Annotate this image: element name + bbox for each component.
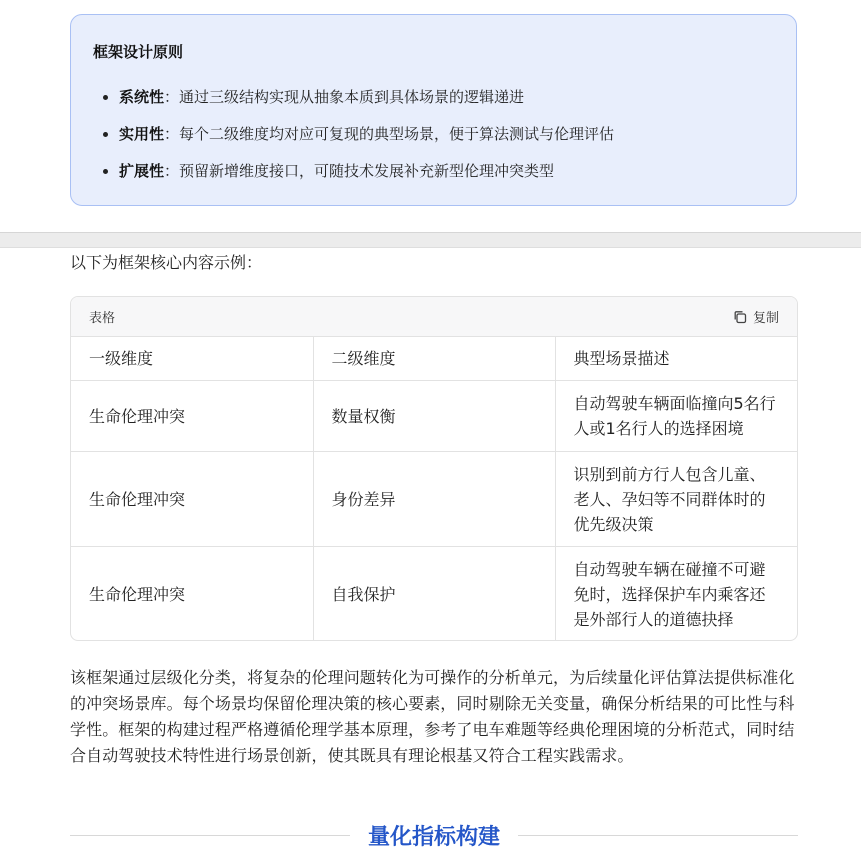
table-cell: 生命伦理冲突 (71, 452, 313, 547)
summary-paragraph: 该框架通过层级化分类，将复杂的伦理问题转化为可操作的分析单元，为后续量化评估算法提供标准化的冲突场景库。每个场景均保留伦理决策的核心要素，同时剔除无关变量，确保分析结果的可比性与科学性。框架的构建过程严格遵循伦理学基本原理，参考了电车难题等经典伦理困境的分析范式，同时结合自动驾驶技术特性进行场景创新，使其既具有理论根基又符合工程实践需求。 (70, 668, 795, 765)
table-row (71, 547, 797, 642)
table-header-bar (71, 297, 797, 337)
table-cell: 识别到前方行人包含儿童、老人、孕妇等不同群体时的优先级决策 (555, 452, 797, 547)
table-cell: 身份差异 (313, 452, 555, 547)
column-header: 一级维度 (71, 337, 313, 381)
table-cell: 自动驾驶车辆面临撞向5名行人或1名行人的选择困境 (555, 381, 797, 452)
table-cell: 生命伦理冲突 (71, 381, 313, 452)
list-item (119, 86, 774, 108)
principle-term: 扩展性 (119, 162, 165, 180)
list-item (119, 160, 774, 182)
principle-text: 通过三级结构实现从抽象本质到具体场景的逻辑递进 (179, 88, 525, 106)
table-cell: 数量权衡 (313, 381, 555, 452)
principle-text: 预留新增维度接口，可随技术发展补充新型伦理冲突类型 (179, 162, 555, 180)
framework-table (70, 296, 798, 641)
data-table (71, 337, 797, 641)
copy-icon (733, 310, 747, 324)
column-header: 典型场景描述 (555, 337, 797, 381)
table-header-row (71, 337, 797, 381)
copy-button[interactable] (733, 307, 779, 326)
principles-list (93, 86, 774, 182)
section-rule-left (70, 835, 350, 836)
section-rule-right (518, 835, 798, 836)
intro-text: 以下为框架核心内容示例： (70, 253, 263, 272)
table-row (71, 452, 797, 547)
table-cell: 自动驾驶车辆在碰撞不可避免时，选择保护车内乘客还是外部行人的道德抉择 (573, 559, 766, 629)
principles-callout (70, 14, 797, 206)
copy-label: 复制 (752, 311, 779, 326)
principle-separator: ： (164, 125, 180, 143)
principle-text: 每个二级维度均对应可复现的典型场景，便于算法测试与伦理评估 (179, 125, 615, 143)
section-heading (70, 820, 798, 850)
table-cell: 生命伦理冲突 (71, 547, 313, 642)
principle-separator: ： (164, 88, 180, 106)
principle-term: 系统性 (119, 88, 165, 106)
table-label: 表格 (89, 311, 116, 326)
principle-separator: ： (164, 162, 180, 180)
table-row (71, 381, 797, 452)
table-cell: 自我保护 (313, 547, 555, 642)
principle-term: 实用性 (119, 125, 165, 143)
column-header: 二级维度 (313, 337, 555, 381)
section-title: 量化指标构建 (368, 824, 501, 850)
message-divider (0, 232, 861, 248)
callout-title: 框架设计原则 (93, 43, 184, 61)
list-item (119, 123, 774, 145)
